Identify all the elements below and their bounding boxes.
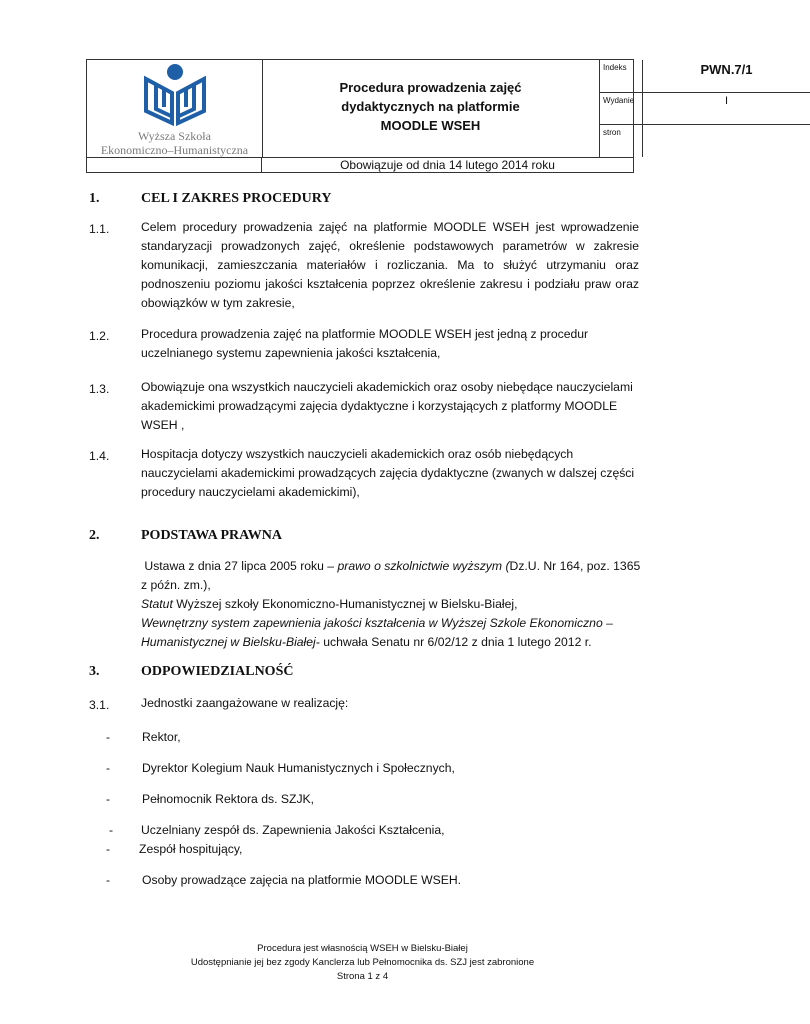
legal-basis-line4 (141, 614, 646, 633)
title-cell (262, 60, 753, 157)
footer-line2: Udostępnianie jej bez zgody Kanclerza lub Pełnomocnika ds. SZJ jest zabronione (190, 957, 535, 968)
item-1-2-number: 1.2. (89, 329, 110, 343)
indeks-label: Indeks (603, 63, 627, 72)
item-1-1-line4: podnoszeniu poziomu jakości kształcenia poprzez określenie zakresu i podziału praw oraz (141, 277, 639, 291)
item-1-1-line5: obowiązków w tym zakresie, (141, 296, 295, 310)
item-1-2-line2: uczelnianego systemu zapewnienia jakości kształcenia, (141, 346, 441, 360)
item-1-4-number: 1.4. (89, 449, 110, 463)
legal-basis-line4-text: Wewnętrzny system zapewnienia jakości kształcenia w Wyższej Szkole Ekonomiczno – (141, 616, 613, 630)
section2-number: 2. (89, 528, 100, 543)
legal-basis-line2: z późn. zm.), (141, 578, 211, 592)
legal-basis-line1b: prawo o szkolnictwie wyższym ( (337, 559, 510, 573)
stron-label: stron (603, 128, 621, 137)
institution-name-line1: Wyższa Szkoła (138, 129, 211, 143)
legal-basis-line3a: Statut (141, 597, 173, 611)
empty-cell (87, 157, 262, 173)
item-1-3-line2: akademickimi prowadzącymi zajęcia dydaktyczne i korzystających z platformy MOODLE (141, 399, 618, 413)
bullet-dash: - (106, 842, 111, 856)
institution-name (87, 129, 262, 157)
wydanie-label: Wydanie (603, 96, 635, 105)
item-1-2-text (141, 325, 639, 363)
list-item: Rektor, (142, 730, 181, 744)
section1-number: 1. (89, 191, 100, 206)
bullet-dash: - (109, 823, 114, 837)
legal-basis-line5a: Humanistycznej w Bielsku-Białej- (141, 635, 320, 649)
item-1-1-line3: komunikacji, zamieszczania materiałów i rozliczania. Ma to służyć utrzymaniu oraz (141, 258, 639, 272)
meta-row-indeks (599, 60, 810, 93)
wydanie-value: I (642, 93, 810, 124)
document-title-line2: dydaktycznych na platformie (341, 99, 520, 114)
list-item: Pełnomocnik Rektora ds. SZJK, (142, 792, 315, 806)
institution-logo-icon (142, 63, 208, 129)
bullet-dash: - (106, 730, 111, 744)
item-1-3-number: 1.3. (89, 382, 110, 396)
logo-cell (87, 60, 263, 157)
document-title (262, 78, 599, 135)
item-1-3-line3: WSEH , (141, 418, 185, 432)
section3-title: ODPOWIEDZIALNOŚĆ (141, 664, 294, 679)
section3-number: 3. (89, 664, 100, 679)
item-1-3-line1: Obowiązuje ona wszystkich nauczycieli akademickich oraz osoby niebędące nauczycielami (141, 380, 633, 394)
legal-basis-line1 (141, 557, 646, 576)
bullet-dash: - (106, 873, 111, 887)
legal-basis-line3 (141, 595, 646, 614)
document-header (86, 59, 753, 173)
bullet-dash: - (106, 792, 111, 806)
indeks-value: PWN.7/1 (642, 60, 810, 92)
item-1-3-text (141, 378, 646, 435)
list-item: Zespół hospitujący, (139, 842, 243, 856)
item-1-4-line2: nauczycielami akademickimi prowadzących zajęcia dydaktyczne (zwanych w dalszej części (141, 466, 635, 480)
legal-basis-text (141, 557, 646, 652)
section1-title: CEL I ZAKRES PROCEDURY (141, 191, 332, 206)
item-3-1-text: Jednostki zaangażowane w realizację: (141, 696, 349, 710)
item-1-1-number: 1.1. (89, 222, 110, 236)
section2-title: PODSTAWA PRAWNA (141, 528, 282, 543)
item-1-1-text (141, 218, 639, 313)
item-1-4-text (141, 445, 646, 502)
list-item: Dyrektor Kolegium Nauk Humanistycznych i Społecznych, (142, 761, 455, 775)
footer-line1: Procedura jest własnością WSEH w Bielsku-Białej (257, 943, 468, 954)
item-1-2-line1: Procedura prowadzenia zajęć na platformie MOODLE WSEH jest jedną z procedur (141, 327, 589, 341)
legal-basis-line5b: uchwała Senatu nr 6/02/12 z dnia 1 lutego 2012 r. (319, 635, 592, 649)
item-1-4-line3: procedury nauczycielami akademickimi), (141, 485, 360, 499)
document-title-line3: MOODLE WSEH (380, 118, 481, 133)
legal-basis-line3b: Wyższej szkoły Ekonomiczno-Humanistycznej w Bielsku-Białej, (172, 597, 518, 611)
item-1-1-line1: Celem procedury prowadzenia zajęć na platformie MOODLE WSEH jest wprowadzenie (141, 220, 639, 234)
list-item: Uczelniany zespół ds. Zapewnienia Jakości Kształcenia, (141, 823, 445, 837)
item-1-1-line2: standaryzacji prowadzonych zajęć, określenie podstawowych parametrów w zakresie (141, 239, 639, 253)
institution-name-line2: Ekonomiczno–Humanistyczna (100, 143, 249, 157)
valid-from: Obowiązuje od dnia 14 lutego 2014 roku (340, 158, 555, 172)
stron-value (642, 125, 810, 157)
legal-basis-line1a: Ustawa z dnia 27 lipca 2005 roku – (144, 559, 338, 573)
item-3-1-number: 3.1. (89, 698, 110, 712)
document-title-line1: Procedura prowadzenia zajęć (339, 80, 522, 95)
meta-row-stron (599, 125, 810, 157)
page-number: Strona 1 z 4 (336, 971, 389, 982)
list-item: Osoby prowadzące zajęcia na platformie MOODLE WSEH. (142, 873, 462, 887)
meta-row-wydanie (599, 93, 810, 125)
legal-basis-line5 (141, 633, 646, 652)
item-1-4-line1: Hospitacja dotyczy wszystkich nauczycieli akademickich oraz osób niebędących (141, 447, 574, 461)
validity-cell (262, 157, 633, 173)
legal-basis-line1c: Dz.U. Nr 164, poz. 1365 (509, 559, 641, 573)
bullet-dash: - (106, 761, 111, 775)
